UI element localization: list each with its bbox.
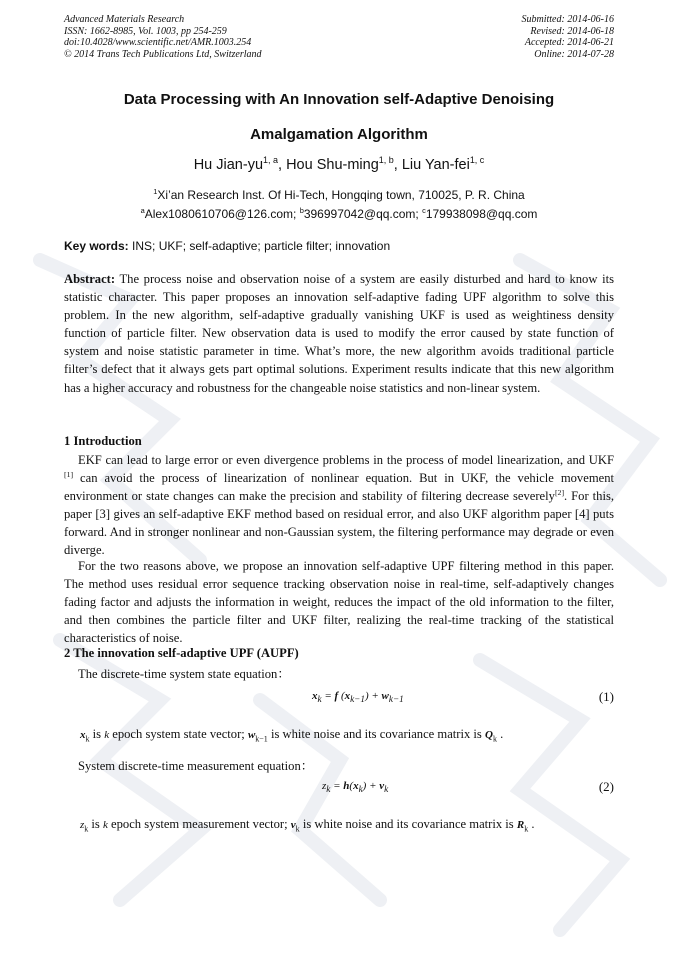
email-a-sup: a [140, 206, 145, 215]
journal-info [64, 14, 262, 60]
affiliation [64, 188, 614, 202]
def-text: epoch system state vector; [109, 727, 248, 741]
author-1-sup: 1, a [263, 155, 279, 166]
state-equation-intro: The discrete-time system state equation： [78, 667, 290, 681]
author-3: Liu Yan-fei [401, 157, 470, 173]
eq-symbol: w [381, 690, 389, 702]
def-sub: k [524, 824, 529, 834]
abstract-label: Abstract: [64, 272, 116, 286]
doi[interactable]: doi:10.4028/www.scientific.net/AMR.1003.254 [64, 37, 252, 48]
section-1-paragraph-2: For the two reasons above, we propose an innovation self-adaptive UPF filtering method in this paper. The method uses residual error sequence tracking observation noise in real-time, self-adaptively changes fading factor and adjusts the information in weight, reduces the impact of the old information to the filter, and then combines the particle filter and UKF filter, realizing the real-time tracking of the statistical characteristics of noise. [64, 559, 614, 646]
eq-sub: k [384, 784, 389, 795]
paper-title-line2: Amalgamation Algorithm [250, 126, 428, 143]
def-text: is white noise and its covariance matrix is [267, 727, 485, 741]
def-text: epoch system measurement vector; [107, 817, 291, 831]
citation-2[interactable]: [2] [554, 488, 565, 497]
paper-title-line1: Data Processing with An Innovation self-Adaptive Denoising [123, 91, 555, 108]
eq-symbol: z [322, 780, 327, 792]
author-2-sup: 1, b [378, 155, 394, 166]
email-a[interactable]: Alex1080610706@126.com; [144, 207, 300, 221]
equation-1-definitions [80, 727, 503, 744]
author-3-sup: 1, c [469, 155, 485, 166]
email-b[interactable]: 396997042@qq.com; [303, 207, 423, 221]
eq-sub: k [358, 784, 363, 795]
eq-sub: k−1 [388, 694, 404, 705]
section-1-heading: 1 Introduction [64, 434, 142, 448]
section-1-paragraph-1 [64, 451, 614, 560]
eq-symbol: x [344, 690, 351, 702]
submitted-date: Submitted: 2014-06-16 [521, 14, 614, 25]
eq-sub: k [317, 694, 322, 705]
def-sub: k [492, 734, 497, 744]
paragraph-text: EKF can lead to large error or even divergence problems in the process of model linearization, and UKF [78, 453, 614, 467]
def-symbol: k [104, 729, 110, 741]
revised-date: Revised: 2014-06-18 [530, 25, 614, 37]
eq-symbol: x [353, 780, 359, 792]
paragraph-text: . For this, paper [3] gives an self-adaptive EKF method based on residual error, and also UKF algorithm paper [4] puts forward. And in stronger nonlinear and non-Gaussian system, the filtering performance may degrade or even diverge. [64, 489, 614, 558]
submission-dates [522, 14, 615, 60]
equation-1 [312, 690, 404, 704]
affiliation-text: Xi’an Research Inst. Of Hi-Tech, Hongqing town, 710025, P. R. China [157, 188, 525, 202]
def-symbol: R [516, 819, 525, 831]
email-b-sup: b [299, 206, 304, 215]
eq-op: ( [349, 780, 354, 792]
keywords [64, 239, 390, 253]
eq-op: ) + [362, 780, 380, 792]
def-text: is [89, 727, 105, 741]
citation-1[interactable]: [1] [64, 469, 74, 479]
def-symbol: Q [484, 729, 493, 741]
def-text: is white noise and its covariance matrix is [299, 817, 517, 831]
eq-op: = [330, 780, 344, 792]
def-sub: k [85, 734, 90, 744]
eq-symbol: v [379, 780, 385, 792]
def-sub: k [84, 824, 89, 834]
issn: ISSN: 1662-8985, Vol. 1003, pp 254-259 [64, 25, 227, 37]
def-symbol: z [80, 819, 85, 831]
abstract-text: The process noise and observation noise of a system are easily disturbed and hard to know its statistic character. This paper proposes an innovation self-adaptive fading UPF algorithm to solve this problem. In the new algorithm, self-adaptive gradually vanishing UKF is used as weightiness density function of particle filter. New observation data is used to modify the error caused by state function of system and noise statistic parameter in time. What’s more, the new algorithm avoids traditional particle filter’s defect that it always gets part optimal solutions. Experiment results indicate that this new algorithm has a higher accuracy and robustness for the changeable noise statistics and non-linear system. [64, 272, 614, 395]
equation-2-number: (2) [598, 779, 614, 794]
author-list [64, 157, 614, 173]
author-sep: , [278, 157, 287, 173]
keywords-label: Key words: [64, 239, 129, 253]
keywords-text: INS; UKF; self-adaptive; particle filter; innovation [128, 239, 391, 253]
eq-sub: k [326, 784, 331, 795]
eq-op: = [321, 690, 335, 702]
def-sub: k−1 [255, 734, 268, 744]
measurement-equation-intro: System discrete-time measurement equation： [78, 759, 314, 773]
def-symbol: x [80, 729, 86, 741]
def-text: . [528, 817, 535, 831]
def-text: . [496, 727, 504, 741]
equation-1-number: (1) [598, 689, 614, 704]
eq-symbol: f [334, 690, 339, 702]
affiliation-sup: 1 [153, 187, 158, 196]
def-text: is [88, 817, 103, 831]
def-symbol: v [290, 819, 296, 831]
journal-name: Advanced Materials Research [64, 14, 185, 25]
eq-op: ( [338, 690, 345, 702]
abstract [64, 270, 614, 397]
eq-op: ) + [364, 690, 382, 702]
equation-2 [322, 780, 388, 794]
eq-symbol: h [343, 780, 350, 792]
equation-2-definitions [80, 817, 535, 834]
copyright: © 2014 Trans Tech Publications Ltd, Switzerland [64, 48, 262, 60]
paragraph-text: can avoid the process of linearization of nonlinear equation. But in UKF, the vehicle movement environment or state changes can make the precision and stability of filtering decrease severely [64, 471, 614, 504]
email-c-sup: c [422, 206, 426, 215]
emails [64, 207, 614, 221]
eq-symbol: x [312, 690, 318, 702]
online-date: Online: 2014-07-28 [534, 48, 614, 60]
author-sep: , [393, 157, 402, 173]
author-1: Hu Jian-yu [193, 157, 264, 173]
author-2: Hou Shu-ming [286, 157, 379, 173]
accepted-date: Accepted: 2014-06-21 [524, 37, 614, 48]
def-sub: k [295, 824, 300, 834]
email-c[interactable]: 179938098@qq.com [425, 207, 538, 221]
def-symbol: w [247, 729, 256, 741]
section-2-heading: 2 The innovation self-adaptive UPF (AUPF) [64, 646, 299, 660]
def-symbol: k [102, 819, 108, 831]
eq-sub: k−1 [350, 694, 365, 705]
